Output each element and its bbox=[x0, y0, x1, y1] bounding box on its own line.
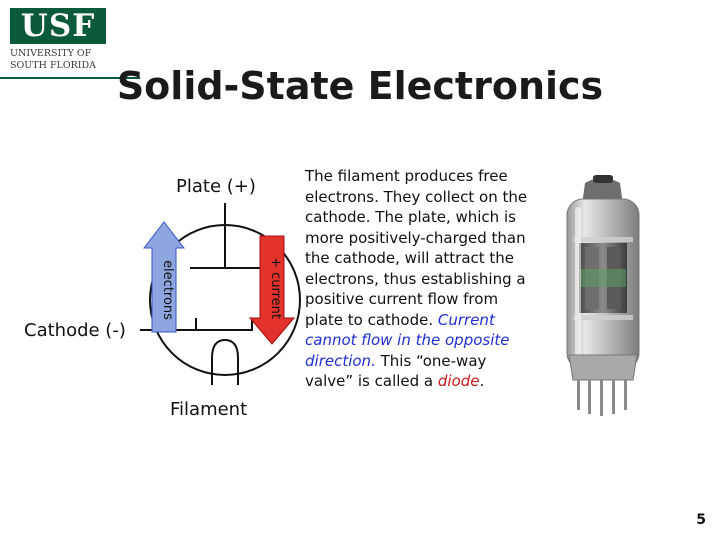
explanation-text bbox=[305, 166, 537, 392]
vacuum-tube-photo bbox=[555, 175, 650, 420]
page-number: 5 bbox=[696, 512, 706, 528]
usf-logo-line1: UNIVERSITY OF bbox=[10, 48, 92, 59]
explanation-part3: This “one-way valve” is called a bbox=[305, 351, 487, 390]
explanation-part1: The filament produces free electrons. They collect on the cathode. The plate, which is more positively-charged than the cathode, will attract the electrons, thus establishing a positive current flow from plate to cathode. bbox=[305, 167, 528, 329]
explanation-emphasis: Current cannot flow in the opposite direction. bbox=[305, 310, 510, 370]
slide-title: Solid-State Electronics bbox=[116, 64, 604, 108]
explanation-end: . bbox=[479, 372, 485, 390]
electrons-arrow-label: electrons bbox=[160, 260, 175, 320]
current-arrow-label: + current bbox=[268, 257, 283, 319]
usf-logo-line2: SOUTH FLORIDA bbox=[10, 60, 97, 71]
filament-coil bbox=[212, 340, 238, 385]
diode-term: diode bbox=[437, 372, 480, 390]
filament-label: Filament bbox=[170, 399, 248, 420]
cathode-electrode bbox=[196, 318, 252, 330]
usf-logo-letters: USF bbox=[10, 8, 106, 44]
cathode-label: Cathode (-) bbox=[24, 320, 126, 341]
plate-label: Plate (+) bbox=[176, 176, 256, 197]
